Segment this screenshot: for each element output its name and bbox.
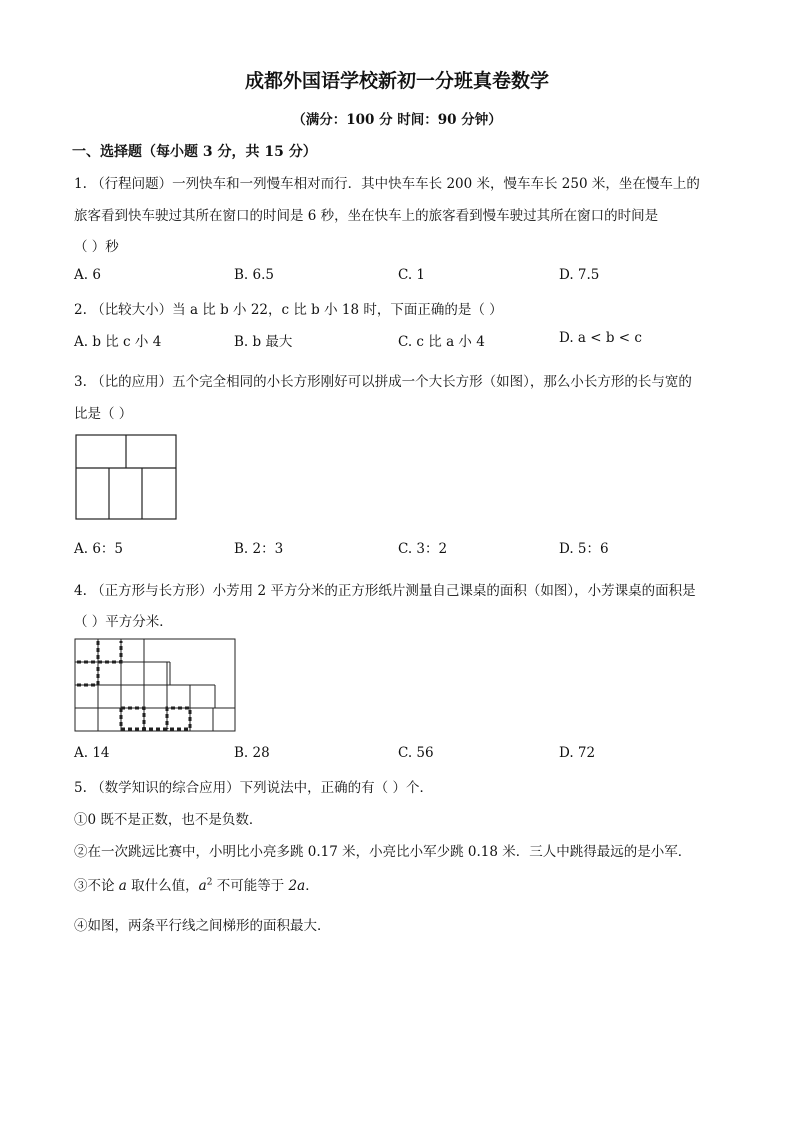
q5-s3-mid2: 不可能等于 <box>212 878 289 894</box>
q3-rectangle-figure <box>74 433 178 523</box>
q2-option-d: D. a < b < c <box>559 330 642 346</box>
q3-option-d: D. 5：6 <box>559 541 609 557</box>
q3-option-b: B. 2：3 <box>234 541 284 557</box>
q4-line1: 4. （正方形与长方形）小芳用 2 平方分米的正方形纸片测量自己课桌的面积（如图），小芳课桌的面积是 <box>74 583 696 599</box>
q4-option-c: C. 56 <box>398 745 434 761</box>
q1-option-b: B. 6.5 <box>234 267 274 283</box>
q4-option-a: A. 14 <box>74 745 110 761</box>
page-title: 成都外国语学校新初一分班真卷数学 <box>244 70 549 92</box>
q4-option-b: B. 28 <box>234 745 270 761</box>
q3-line2: 比是（ ） <box>74 406 133 422</box>
q2-line1: 2. （比较大小）当 a 比 b 小 22，c 比 b 小 18 时，下面正确的是（ ） <box>74 302 503 318</box>
q1-option-c: C. 1 <box>398 267 426 283</box>
dashed-tile-bottom <box>121 708 190 729</box>
q5-s3-var-2a: 2a <box>288 878 306 894</box>
q3-option-c: C. 3：2 <box>398 541 448 557</box>
q5-statement-3 <box>74 874 319 894</box>
q1-line2: 旅客看到快车驶过其所在窗口的时间是 6 秒，坐在快车上的旅客看到慢车驶过其所在窗口的时间是 <box>74 208 659 224</box>
q5-s3-var-a-squared: a <box>198 878 207 894</box>
exam-info: （满分：100 分 时间：90 分钟） <box>292 112 502 128</box>
q1-line3: （ ）秒 <box>74 239 119 255</box>
q5-statement-4: ④如图，两条平行线之间梯形的面积最大． <box>74 918 331 934</box>
q5-s3-prefix: ③不论 <box>74 878 119 894</box>
q4-line2: （ ）平方分米． <box>74 614 173 630</box>
q4-desk-figure <box>74 638 238 734</box>
q5-s3-mid: 取什么值， <box>126 878 199 894</box>
q2-option-a: A. b 比 c 小 4 <box>74 334 162 350</box>
dashed-tile-left <box>77 664 98 685</box>
q4-option-d: D. 72 <box>559 745 596 761</box>
q2-option-b: B. b 最大 <box>234 334 293 350</box>
section-heading: 一、选择题（每小题 3 分，共 15 分） <box>72 144 317 160</box>
q3-line1: 3. （比的应用）五个完全相同的小长方形刚好可以拼成一个大长方形（如图），那么小长方形的长与宽的 <box>74 374 692 390</box>
q2-option-c: C. c 比 a 小 4 <box>398 334 485 350</box>
q5-s3-var-a: a <box>118 878 127 894</box>
q5-s3-exponent: 2 <box>206 877 213 888</box>
q1-line1: 1. （行程问题）一列快车和一列慢车相对而行．其中快车车长 200 米，慢车车长 250 米，坐在慢车上的 <box>74 176 700 192</box>
q5-statement-1: ①0 既不是正数，也不是负数． <box>74 812 263 828</box>
q5-statement-2: ②在一次跳远比赛中，小明比小亮多跳 0.17 米，小亮比小军少跳 0.18 米．三人中跳得最远的是小军． <box>74 844 692 860</box>
q5-line1: 5. （数学知识的综合应用）下列说法中，正确的有（ ）个． <box>74 780 433 796</box>
q1-option-a: A. 6 <box>74 267 101 283</box>
q3-option-a: A. 6：5 <box>74 541 124 557</box>
q1-option-d: D. 7.5 <box>559 267 600 283</box>
dashed-tile-top <box>77 641 121 662</box>
q5-s3-end: ． <box>305 878 319 894</box>
